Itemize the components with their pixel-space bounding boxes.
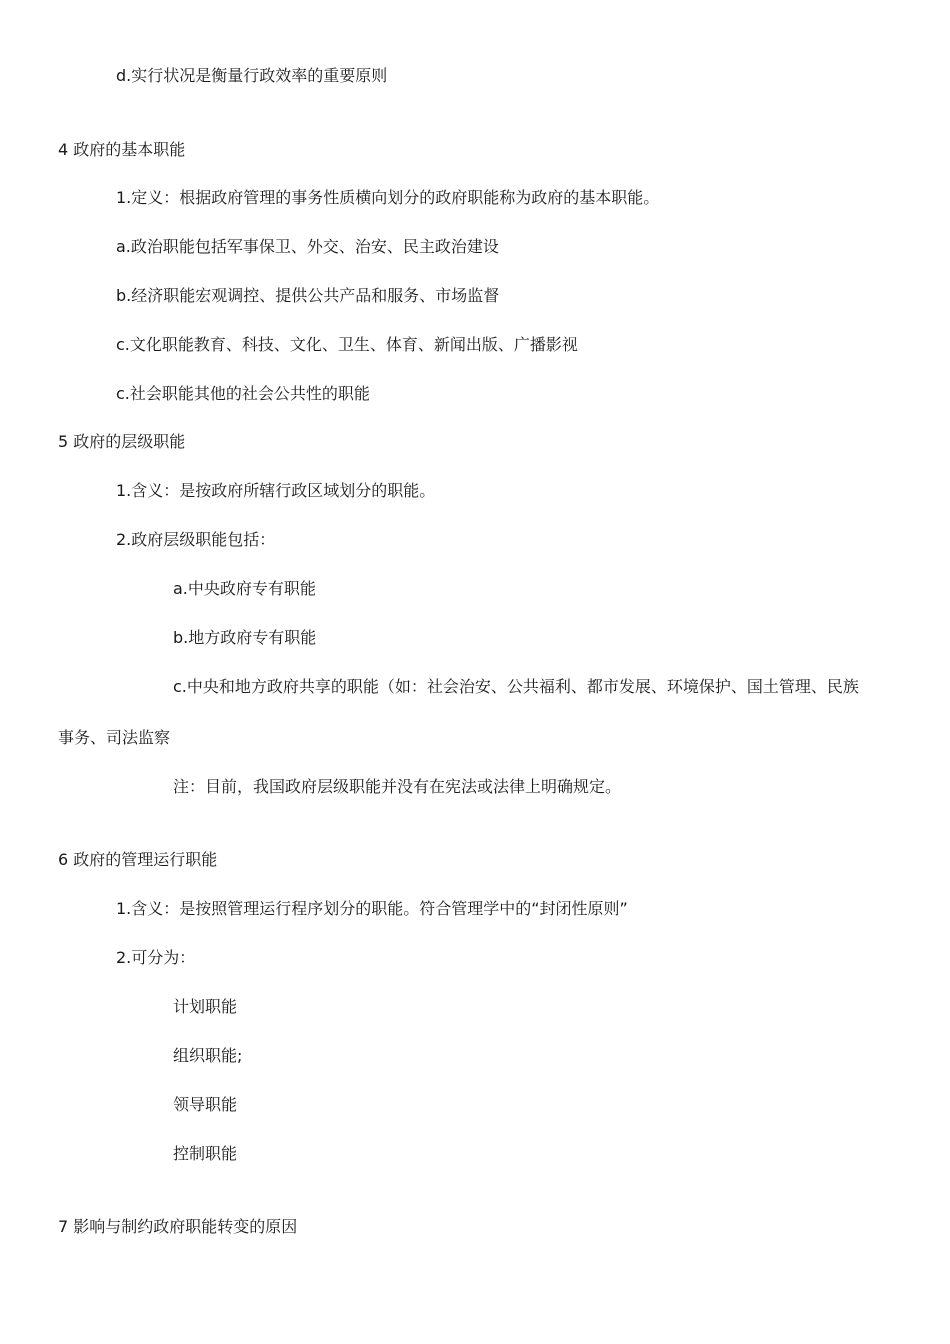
text-line-level-meaning: 1.含义：是按政府所辖行政区域划分的职能。 (116, 481, 436, 500)
text-line-management-meaning: 1.含义：是按照管理运行程序划分的职能。符合管理学中的“封闭性原则” (116, 899, 628, 918)
text-line-shared: c.中央和地方政府共享的职能（如：社会治安、公共福利、都市发展、环境保护、国土管理、民族 (173, 677, 859, 696)
heading-basic-functions: 4 政府的基本职能 (58, 140, 186, 159)
text-line-divided-into: 2.可分为： (116, 948, 196, 967)
text-line-political: a.政治职能包括军事保卫、外交、治安、民主政治建设 (116, 237, 499, 256)
text-line-shared-continued: 事务、司法监察 (58, 728, 171, 747)
text-line-level-includes: 2.政府层级职能包括： (116, 530, 276, 549)
text-line-local: b.地方政府专有职能 (173, 628, 317, 647)
text-line-economic: b.经济职能宏观调控、提供公共产品和服务、市场监督 (116, 286, 500, 305)
text-line-organizing: 组织职能; (173, 1046, 243, 1065)
text-line-definition: 1.定义：根据政府管理的事务性质横向划分的政府职能称为政府的基本职能。 (116, 188, 660, 207)
heading-transformation-factors: 7 影响与制约政府职能转变的原因 (58, 1217, 298, 1236)
heading-level-functions: 5 政府的层级职能 (58, 432, 186, 451)
text-line-principle-d: d.实行状况是衡量行政效率的重要原则 (116, 66, 388, 85)
text-line-social: c.社会职能其他的社会公共性的职能 (116, 384, 370, 403)
text-line-controlling: 控制职能 (173, 1144, 238, 1163)
text-line-planning: 计划职能 (173, 997, 238, 1016)
text-line-central: a.中央政府专有职能 (173, 579, 316, 598)
text-line-cultural: c.文化职能教育、科技、文化、卫生、体育、新闻出版、广播影视 (116, 335, 578, 354)
text-line-leading: 领导职能 (173, 1095, 238, 1114)
heading-management-functions: 6 政府的管理运行职能 (58, 850, 218, 869)
text-line-note: 注：目前，我国政府层级职能并没有在宪法或法律上明确规定。 (173, 777, 622, 796)
